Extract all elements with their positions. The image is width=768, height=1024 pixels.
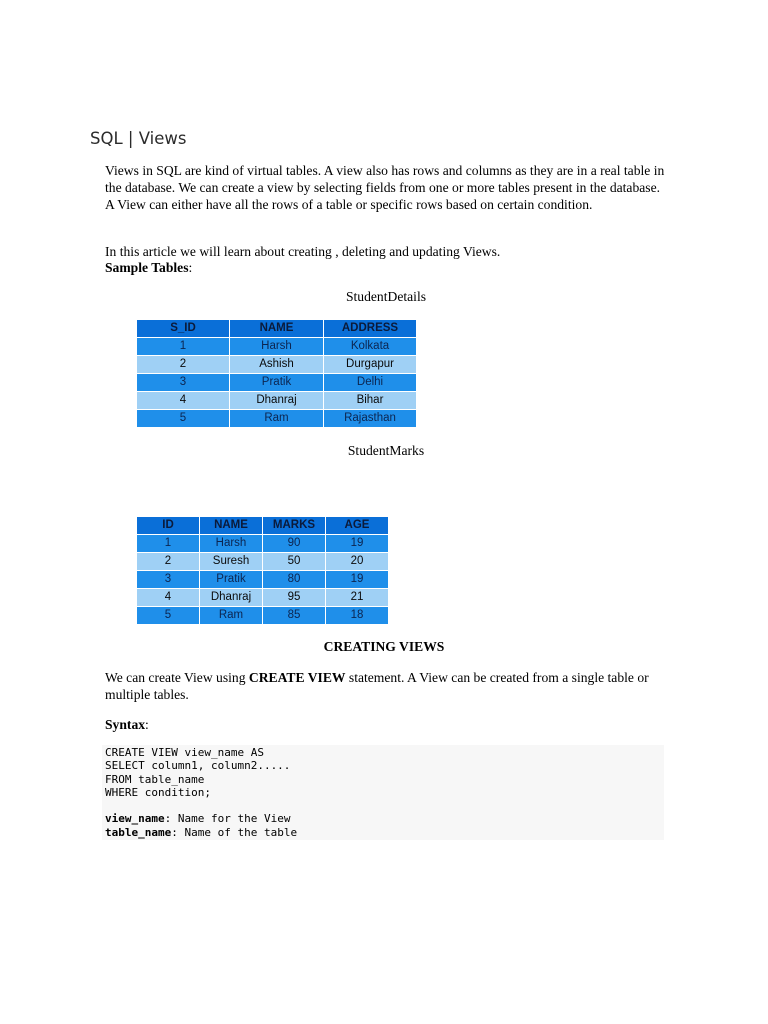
article-summary: In this article we will learn about creating , deleting and updating Views.: [105, 244, 501, 259]
table-row: [137, 392, 417, 410]
table-cell: 3: [137, 374, 230, 392]
table-row: [137, 607, 389, 625]
create-view-paragraph: [105, 669, 665, 703]
intro-paragraph: Views in SQL are kind of virtual tables. A view also has rows and columns as they are in a real table in the database. We can create a view by selecting fields from one or more tables present in the database. A View can either have all the rows of a table or specific rows based on certain condition.: [105, 163, 665, 212]
code-note: [102, 812, 664, 825]
table-cell: Dhanraj: [200, 589, 263, 607]
syntax-colon: :: [145, 717, 149, 732]
sample-tables-label: [105, 259, 665, 276]
column-header: ADDRESS: [324, 320, 417, 338]
table-row: [137, 571, 389, 589]
table-cell: Pratik: [200, 571, 263, 589]
table-cell: Kolkata: [324, 338, 417, 356]
column-header: NAME: [200, 517, 263, 535]
code-note-key: table_name: [105, 825, 172, 839]
table-row: [137, 553, 389, 571]
column-header: MARKS: [263, 517, 326, 535]
page-title: SQL | Views: [90, 129, 187, 148]
column-header: AGE: [326, 517, 389, 535]
table-cell: Harsh: [200, 535, 263, 553]
table-row: [137, 374, 417, 392]
table-cell: Ram: [200, 607, 263, 625]
student-details-caption: StudentDetails: [345, 289, 427, 304]
create-view-keyword: CREATE VIEW: [248, 670, 346, 685]
table-cell: Suresh: [200, 553, 263, 571]
column-header: S_ID: [137, 320, 230, 338]
table-cell: Pratik: [230, 374, 324, 392]
table-cell: Dhanraj: [230, 392, 324, 410]
table-header-row: [137, 320, 417, 338]
code-note-desc: : Name for the View: [164, 812, 291, 826]
table-cell: 18: [326, 607, 389, 625]
table-cell: 80: [263, 571, 326, 589]
column-header: ID: [137, 517, 200, 535]
table-cell: Ram: [230, 410, 324, 428]
sample-tables-colon: :: [188, 260, 193, 275]
table-cell: Durgapur: [324, 356, 417, 374]
table-cell: 5: [137, 410, 230, 428]
code-line: CREATE VIEW view_name AS: [105, 746, 264, 759]
create-text-before: We can create View using: [105, 670, 249, 685]
code-line: WHERE condition;: [105, 785, 211, 799]
table-cell: 4: [137, 589, 200, 607]
table-cell: Bihar: [324, 392, 417, 410]
table-cell: 1: [137, 338, 230, 356]
student-marks-caption: StudentMarks: [347, 443, 425, 458]
table-cell: 5: [137, 607, 200, 625]
table-cell: 21: [326, 589, 389, 607]
column-header: NAME: [230, 320, 324, 338]
table-cell: 2: [137, 356, 230, 374]
table-cell: 85: [263, 607, 326, 625]
code-note-desc: : Name of the table: [171, 825, 298, 839]
table-cell: Ashish: [230, 356, 324, 374]
student-marks-table: [136, 516, 389, 625]
code-spacer: [102, 799, 664, 812]
table-row: [137, 356, 417, 374]
student-details-table: [136, 319, 417, 428]
sample-tables-text: Sample Tables: [105, 260, 189, 275]
code-note: [102, 826, 664, 839]
syntax-label: [105, 716, 665, 733]
syntax-text: Syntax: [105, 717, 146, 732]
table-cell: 50: [263, 553, 326, 571]
table-cell: 3: [137, 571, 200, 589]
code-line: SELECT column1, column2.....: [105, 759, 291, 773]
code-note-key: view_name: [105, 812, 165, 826]
table-cell: Rajasthan: [324, 410, 417, 428]
table-cell: 19: [326, 535, 389, 553]
table-row: [137, 589, 389, 607]
table-row: [137, 535, 389, 553]
table-cell: 1: [137, 535, 200, 553]
table-cell: 90: [263, 535, 326, 553]
table-row: [137, 338, 417, 356]
code-block: [102, 745, 664, 840]
table-cell: 20: [326, 553, 389, 571]
table-cell: Harsh: [230, 338, 324, 356]
creating-views-heading: CREATING VIEWS: [323, 639, 445, 654]
table-cell: 4: [137, 392, 230, 410]
table-cell: Delhi: [324, 374, 417, 392]
table-header-row: [137, 517, 389, 535]
create-text-after: statement. A View can be created from a single table or multiple tables.: [105, 670, 649, 702]
table-row: [137, 410, 417, 428]
table-cell: 19: [326, 571, 389, 589]
table-cell: 95: [263, 589, 326, 607]
code-line: FROM table_name: [105, 772, 205, 786]
table-cell: 2: [137, 553, 200, 571]
